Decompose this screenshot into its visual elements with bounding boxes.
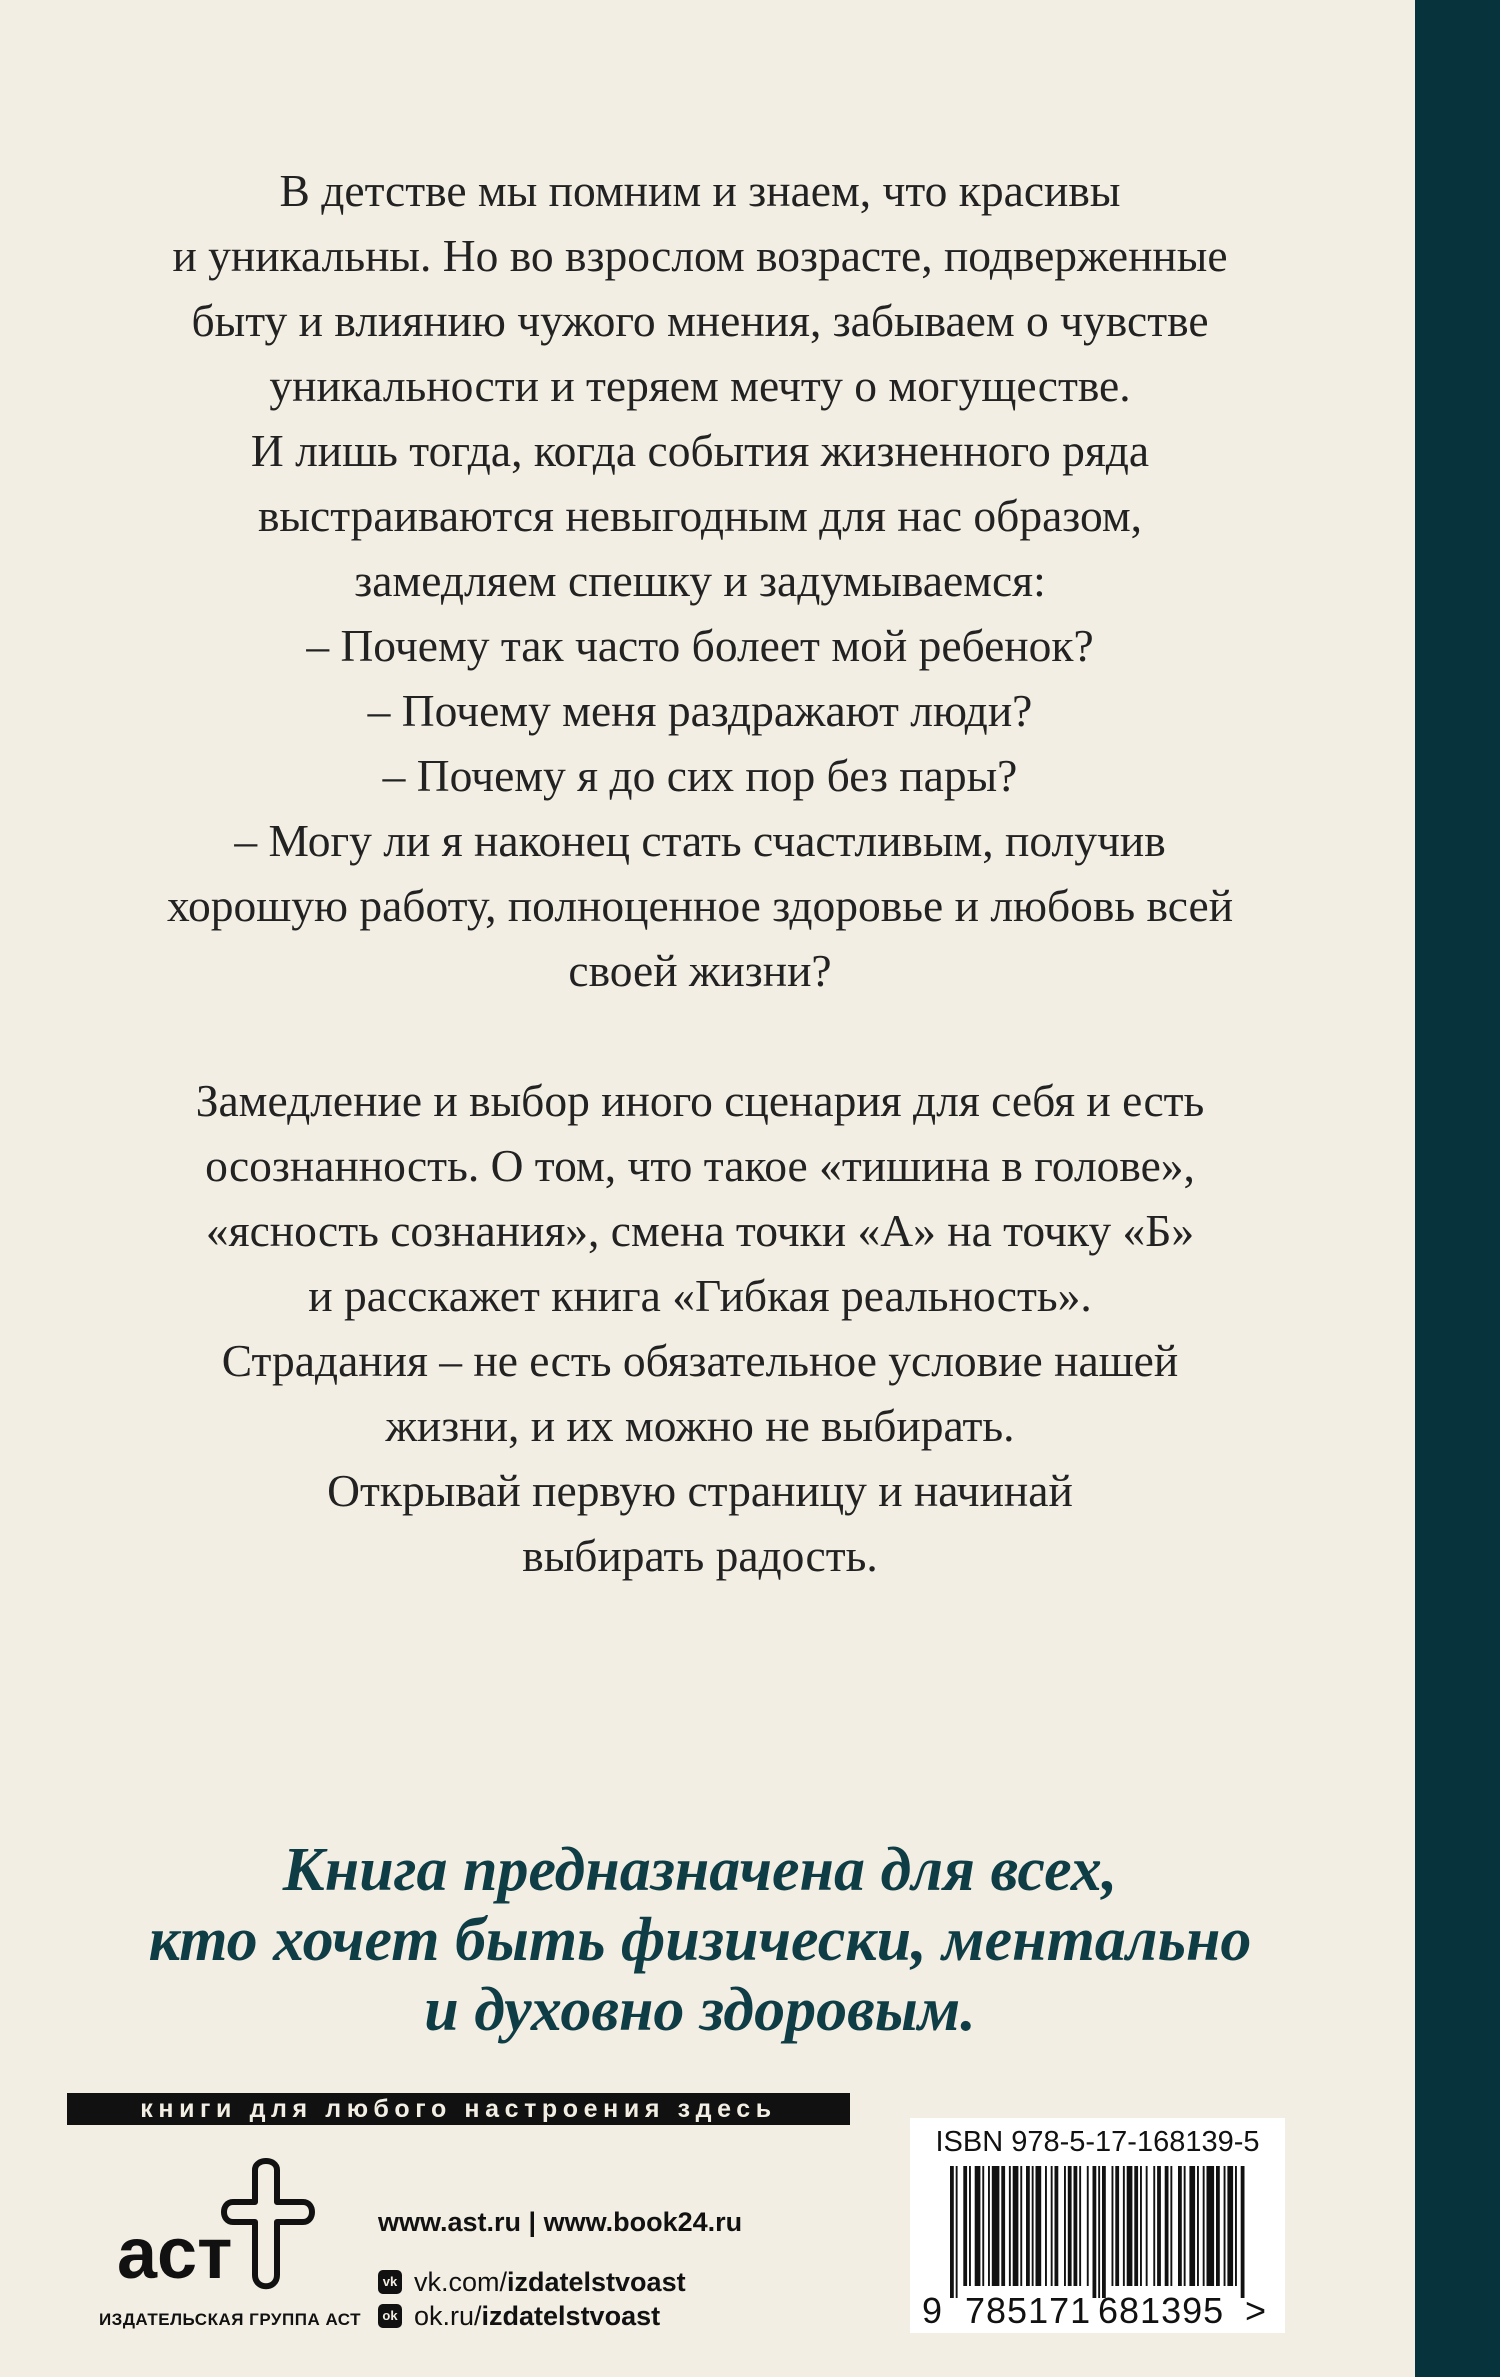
- vk-link[interactable]: [378, 2265, 742, 2299]
- blurb-paragraph-1-line: В детстве мы помним и знаем, что красивы: [279, 165, 1121, 216]
- barcode-bar: [1112, 2166, 1114, 2286]
- vk-icon: vk: [378, 2270, 402, 2294]
- barcode-bar: [1001, 2166, 1005, 2286]
- barcode-bar: [1026, 2166, 1030, 2286]
- barcode-bar: [1184, 2166, 1186, 2286]
- publisher-name: ИЗДАТЕЛЬСКАЯ ГРУППА АСТ: [98, 2310, 362, 2329]
- barcode-bar: [1203, 2166, 1205, 2286]
- barcode-bar: [1123, 2166, 1125, 2286]
- vk-handle: izdatelstvoast: [507, 2267, 686, 2297]
- ok-icon: ok: [378, 2304, 402, 2328]
- barcode-bar: [950, 2166, 954, 2298]
- barcode-bar: [1051, 2166, 1053, 2286]
- barcode-bar: [975, 2166, 981, 2286]
- barcode-bar: [956, 2166, 958, 2298]
- barcode-bar: [1098, 2166, 1100, 2298]
- isbn-barcode: [910, 2118, 1285, 2333]
- isbn-digits-left: 785171: [965, 2290, 1092, 2331]
- barcode-bar: [1157, 2166, 1161, 2286]
- website-links[interactable]: www.ast.ru | www.book24.ru: [378, 2207, 743, 2237]
- barcode-bar: [1102, 2166, 1106, 2298]
- blurb-paragraph-1-line: выстраиваются невыгодным для нас образом,: [257, 490, 1143, 541]
- barcode-bar: [1224, 2166, 1226, 2286]
- blurb-paragraph-2-line: осознанность. О том, что такое «тишина в голове»,: [205, 1140, 1195, 1191]
- barcode-bar: [1235, 2166, 1237, 2286]
- blurb-paragraph-2-line: Открывай первую страницу и начинай: [327, 1465, 1073, 1516]
- barcode-bar: [1064, 2166, 1066, 2286]
- blurb-paragraph-2-line: Страдания – не есть обязательное условие нашей: [221, 1335, 1179, 1386]
- tagline-line: Книга предназначена для всех,: [282, 1836, 1118, 1904]
- barcode-bar: [1020, 2166, 1022, 2286]
- blurb-paragraph-1-line: своей жизни?: [568, 945, 832, 996]
- barcode-bar: [1241, 2166, 1245, 2298]
- ok-prefix: ok.ru/: [414, 2301, 482, 2331]
- blurb-paragraph-2-line: и расскажет книга «Гибкая реальность».: [308, 1270, 1092, 1321]
- barcode-bar: [1045, 2166, 1047, 2286]
- ast-logo: [105, 2150, 335, 2300]
- blurb-paragraph-1-line: – Почему я до сих пор без пары?: [382, 750, 1018, 801]
- barcode-bar: [1087, 2166, 1089, 2286]
- blurb-paragraph-1-line: – Могу ли я наконец стать счастливым, получив: [234, 815, 1166, 866]
- barcode-bar: [963, 2166, 967, 2286]
- barcode-bar: [1074, 2166, 1078, 2286]
- barcode-bar: [1170, 2166, 1172, 2286]
- barcode-bar: [1153, 2166, 1155, 2286]
- ast-logo-text: аст: [117, 2214, 233, 2294]
- barcode-bar: [1146, 2166, 1148, 2286]
- barcode-bar: [1009, 2166, 1011, 2286]
- blurb-paragraph-1-line: замедляем спешку и задумываемся:: [354, 555, 1046, 606]
- tagline: [60, 1835, 1340, 2045]
- publisher-links: [378, 2205, 742, 2333]
- barcode-bar: [1093, 2166, 1097, 2298]
- tagline-line: кто хочет быть физически, ментально: [148, 1906, 1252, 1974]
- barcode-bar: [1189, 2166, 1195, 2286]
- blurb-paragraph-2-line: выбирать радость.: [522, 1530, 878, 1581]
- barcode-bar: [988, 2166, 990, 2286]
- barcode-bar: [1115, 2166, 1119, 2286]
- barcode-bar: [1036, 2166, 1042, 2286]
- ok-link[interactable]: [378, 2299, 742, 2333]
- barcode-bar: [1055, 2166, 1059, 2286]
- blurb-paragraph-1-line: и уникальны. Но во взрослом возрасте, подверженные: [172, 230, 1228, 281]
- barcode-bar: [1178, 2166, 1182, 2286]
- ok-handle: izdatelstvoast: [481, 2301, 661, 2331]
- barcode-bar: [1013, 2166, 1019, 2286]
- blurb-paragraph-2: [60, 1068, 1340, 1588]
- barcode-bar: [1216, 2166, 1220, 2286]
- slogan-bar: книги для любого настроения здесь: [67, 2093, 850, 2125]
- blurb-paragraph-1-line: уникальности и теряем мечту о могуществе.: [269, 360, 1131, 411]
- isbn-digits-right: 681395: [1098, 2290, 1225, 2331]
- barcode-bar: [1032, 2166, 1034, 2286]
- barcode-bar: [1197, 2166, 1199, 2286]
- tagline-line: и духовно здоровым.: [424, 1976, 976, 2044]
- isbn-label: ISBN 978-5-17-168139-5: [935, 2126, 1260, 2158]
- blurb-paragraph-1-line: хорошую работу, полноценное здоровье и любовь всей: [166, 880, 1234, 931]
- ast-logo-figure: [224, 2161, 312, 2286]
- blurb-text: [60, 158, 1340, 1588]
- blurb-paragraph-2-line: жизни, и их можно не выбирать.: [385, 1400, 1015, 1451]
- blurb-paragraph-1-line: – Почему так часто болеет мой ребенок?: [306, 620, 1094, 671]
- blurb-paragraph-2-line: «ясность сознания», смена точки «А» на точку «Б»: [205, 1205, 1195, 1256]
- barcode-bar: [992, 2166, 1000, 2286]
- barcode-bar: [982, 2166, 984, 2286]
- book-spine: [1415, 0, 1500, 2377]
- isbn-digit-first: 9: [922, 2290, 944, 2331]
- barcode-bar: [1079, 2166, 1081, 2286]
- blurb-paragraph-1-line: И лишь тогда, когда события жизненного ряда: [250, 425, 1150, 476]
- vk-prefix: vk.com/: [414, 2267, 508, 2297]
- barcode-bar: [969, 2166, 971, 2286]
- blurb-paragraph-1-line: – Почему меня раздражают люди?: [367, 685, 1033, 736]
- barcode-bar: [1227, 2166, 1233, 2286]
- barcode-bar: [1165, 2166, 1169, 2286]
- barcode-bar: [1068, 2166, 1072, 2286]
- barcode-bar: [1140, 2166, 1142, 2286]
- barcode-bar: [1207, 2166, 1215, 2286]
- barcode-bar: [1134, 2166, 1138, 2286]
- barcode-bar: [1127, 2166, 1133, 2286]
- blurb-paragraph-2-line: Замедление и выбор иного сценария для себя и есть: [195, 1075, 1205, 1126]
- blurb-paragraph-1-line: быту и влиянию чужого мнения, забываем о чувстве: [191, 295, 1209, 346]
- blurb-paragraph-1: [60, 158, 1340, 1003]
- isbn-arrow: >: [1245, 2290, 1268, 2331]
